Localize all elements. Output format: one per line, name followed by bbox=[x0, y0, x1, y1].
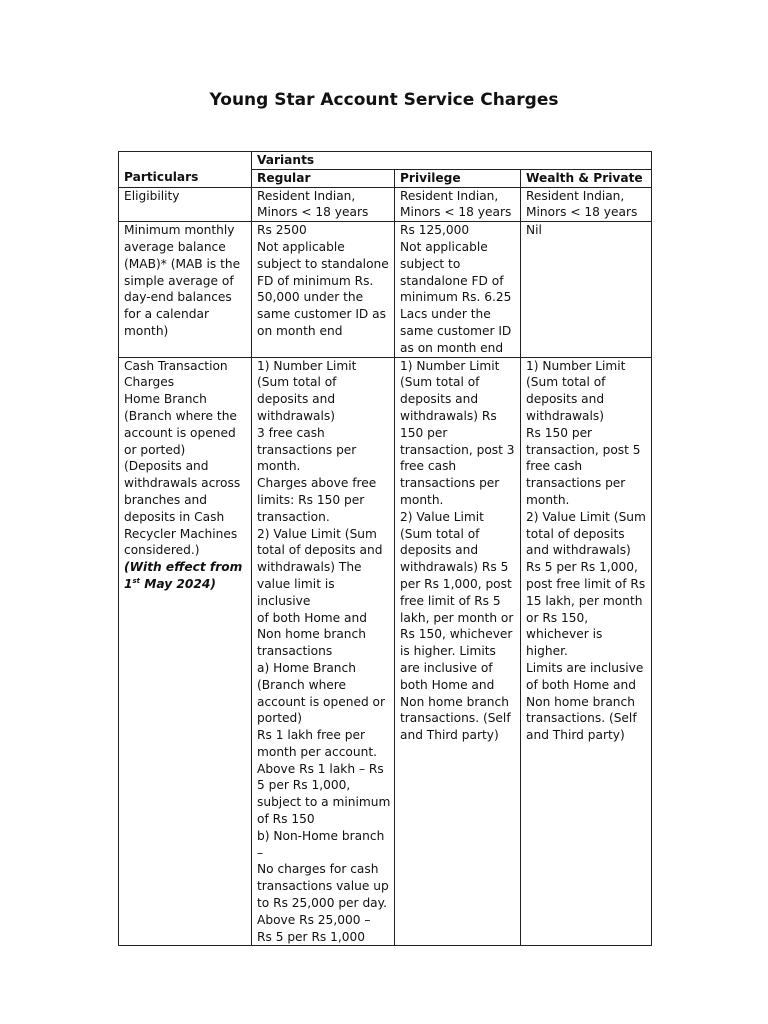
eligibility-wealth: Resident Indian, Minors < 18 years bbox=[521, 187, 652, 222]
mab-regular: Rs 2500 Not applicable subject to standalone FD of minimum Rs. 50,000 under the same customer ID as on month end bbox=[252, 222, 395, 357]
mab-wealth: Nil bbox=[521, 222, 652, 357]
eligibility-regular: Resident Indian, Minors < 18 years bbox=[252, 187, 395, 222]
header-wealth-private: Wealth & Private bbox=[521, 169, 652, 187]
page-title: Young Star Account Service Charges bbox=[209, 90, 559, 110]
service-charges-table bbox=[118, 151, 652, 946]
cash-label-text: Cash Transaction Charges Home Branch (Branch where the account is opened or ported) (Deposits and withdrawals across branches and deposits in Cash Recycler Machines considered.) bbox=[124, 358, 241, 558]
mab-row bbox=[119, 222, 652, 357]
eligibility-row bbox=[119, 187, 652, 222]
variants-empty-cell bbox=[119, 152, 252, 170]
mab-label: Minimum monthly average balance (MAB)* (MAB is the simple average of day-end balances for a calendar month) bbox=[119, 222, 252, 357]
mab-privilege: Rs 125,000 Not applicable subject to standalone FD of minimum Rs. 6.25 Lacs under the same customer ID as on month end bbox=[395, 222, 521, 357]
header-regular: Regular bbox=[252, 169, 395, 187]
header-particulars: Particulars bbox=[119, 169, 252, 187]
header-row bbox=[119, 169, 652, 187]
cash-wealth: 1) Number Limit (Sum total of deposits and withdrawals) Rs 150 per transaction, post 5 free cash transactions per month. 2) Value Limit (Sum total of deposits and withdrawals) Rs 5 per Rs 1,000, post free limit of Rs 15 lakh, per month or Rs 150, whichever is higher. Limits are inclusive of both Home and Non home branch transactions. (Self and Third party) bbox=[521, 357, 652, 946]
header-privilege: Privilege bbox=[395, 169, 521, 187]
cash-transaction-row bbox=[119, 357, 652, 946]
effective-date-note: (With effect from 1st May 2024) bbox=[124, 560, 243, 591]
variants-header: Variants bbox=[252, 152, 652, 170]
cash-label bbox=[119, 357, 252, 946]
eligibility-privilege: Resident Indian, Minors < 18 years bbox=[395, 187, 521, 222]
cash-privilege: 1) Number Limit (Sum total of deposits and withdrawals) Rs 150 per transaction, post 3 free cash transactions per month. 2) Value Limit (Sum total of deposits and withdrawals) Rs 5 per Rs 1,000, post free limit of Rs 5 lakh, per month or Rs 150, whichever is higher. Limits are inclusive of both Home and Non home branch transactions. (Self and Third party) bbox=[395, 357, 521, 946]
cash-regular: 1) Number Limit (Sum total of deposits and withdrawals) 3 free cash transactions per month. Charges above free limits: Rs 150 per transaction. 2) Value Limit (Sum total of deposits and withdrawals) The value limit is inclusive of both Home and Non home branch transactions a) Home Branch (Branch where account is opened or ported) Rs 1 lakh free per month per account. Above Rs 1 lakh – Rs 5 per Rs 1,000, subject to a minimum of Rs 150 b) Non-Home branch – No charges for cash transactions value up to Rs 25,000 per day. Above Rs 25,000 – Rs 5 per Rs 1,000 bbox=[252, 357, 395, 946]
eligibility-label: Eligibility bbox=[119, 187, 252, 222]
variants-row bbox=[119, 152, 652, 170]
